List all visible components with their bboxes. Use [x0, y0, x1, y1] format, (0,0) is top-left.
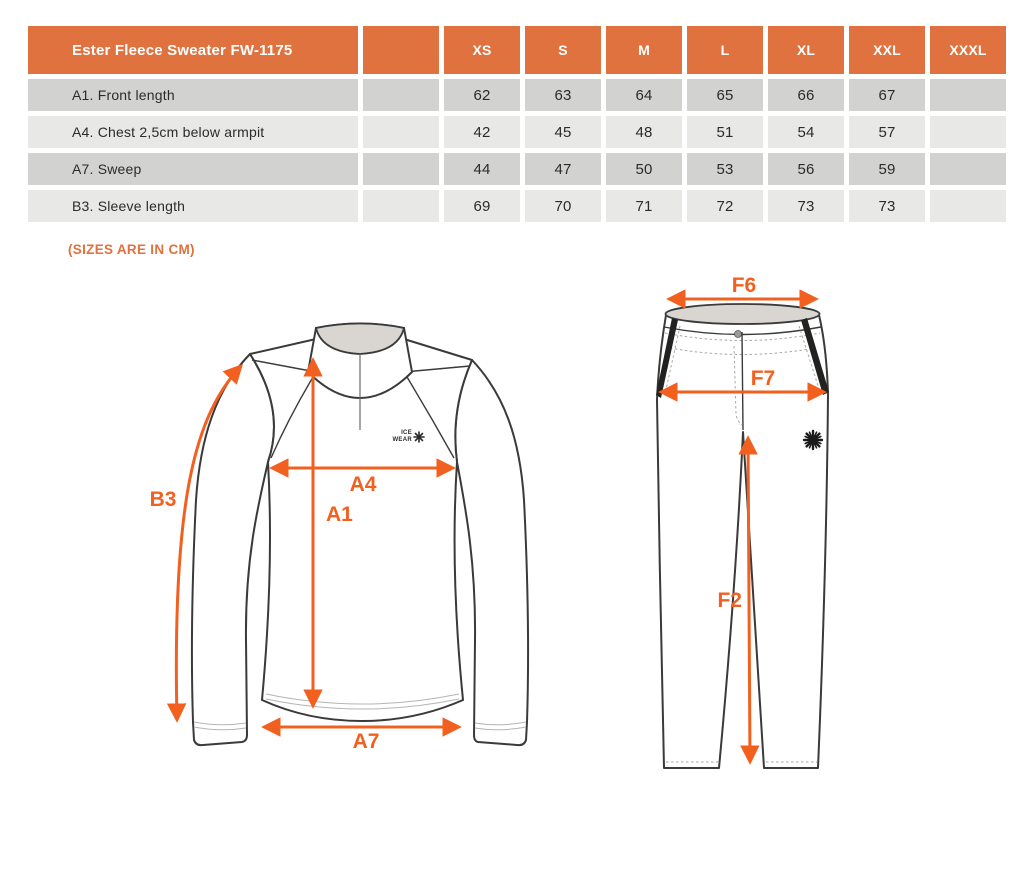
svg-text:WEAR: WEAR [392, 437, 412, 443]
table-cell: 50 [606, 153, 682, 185]
table-cell [363, 153, 439, 185]
col-header-xxxl: XXXL [930, 26, 1006, 74]
size-table [28, 26, 1006, 222]
svg-text:ICE: ICE [401, 430, 412, 436]
waist-inner [666, 304, 820, 324]
sizes-unit-note: (SIZES ARE IN CM) [68, 242, 195, 257]
f7-label: F7 [750, 367, 776, 390]
table-cell: 45 [525, 116, 601, 148]
table-cell: 62 [444, 79, 520, 111]
table-cell: 56 [768, 153, 844, 185]
table-cell [363, 79, 439, 111]
row-label: A4. Chest 2,5cm below armpit [28, 116, 358, 148]
table-cell: 65 [687, 79, 763, 111]
col-header-xxl: XXL [849, 26, 925, 74]
table-cell [930, 116, 1006, 148]
table-cell: 69 [444, 190, 520, 222]
table-cell: 54 [768, 116, 844, 148]
table-cell: 53 [687, 153, 763, 185]
table-cell [363, 190, 439, 222]
table-cell: 67 [849, 79, 925, 111]
table-cell: 57 [849, 116, 925, 148]
col-header-m: M [606, 26, 682, 74]
table-cell: 72 [687, 190, 763, 222]
snowflake-icon [414, 432, 424, 442]
table-cell [930, 153, 1006, 185]
col-header-empty [363, 26, 439, 74]
a1-label: A1 [326, 503, 353, 526]
row-label: B3. Sleeve length [28, 190, 358, 222]
measurement-diagram [0, 260, 1034, 888]
table-cell: 48 [606, 116, 682, 148]
f6-label: F6 [731, 274, 757, 297]
sweater-diagram [150, 324, 528, 754]
snowflake-logo-icon [804, 431, 822, 449]
pants-diagram [656, 274, 829, 768]
table-cell: 66 [768, 79, 844, 111]
a4-label: A4 [349, 473, 377, 496]
table-cell: 70 [525, 190, 601, 222]
b3-label: B3 [149, 488, 177, 511]
table-cell: 73 [768, 190, 844, 222]
col-header-l: L [687, 26, 763, 74]
f2-label: F2 [717, 589, 742, 612]
table-cell: 44 [444, 153, 520, 185]
col-header-s: S [525, 26, 601, 74]
table-cell: 63 [525, 79, 601, 111]
row-label: A1. Front length [28, 79, 358, 111]
table-cell: 73 [849, 190, 925, 222]
f2-arrow [748, 438, 750, 762]
sweater-left-sleeve [192, 354, 274, 745]
table-cell [363, 116, 439, 148]
a7-label: A7 [352, 730, 380, 753]
table-cell: 47 [525, 153, 601, 185]
table-cell [930, 190, 1006, 222]
table-cell: 59 [849, 153, 925, 185]
table-title: Ester Fleece Sweater FW-1175 [28, 26, 358, 74]
table-cell [930, 79, 1006, 111]
row-label: A7. Sweep [28, 153, 358, 185]
waist-button [735, 331, 742, 338]
table-cell: 51 [687, 116, 763, 148]
table-cell: 71 [606, 190, 682, 222]
sweater-right-sleeve [455, 360, 528, 745]
table-cell: 42 [444, 116, 520, 148]
col-header-xl: XL [768, 26, 844, 74]
col-header-xs: XS [444, 26, 520, 74]
table-cell: 64 [606, 79, 682, 111]
